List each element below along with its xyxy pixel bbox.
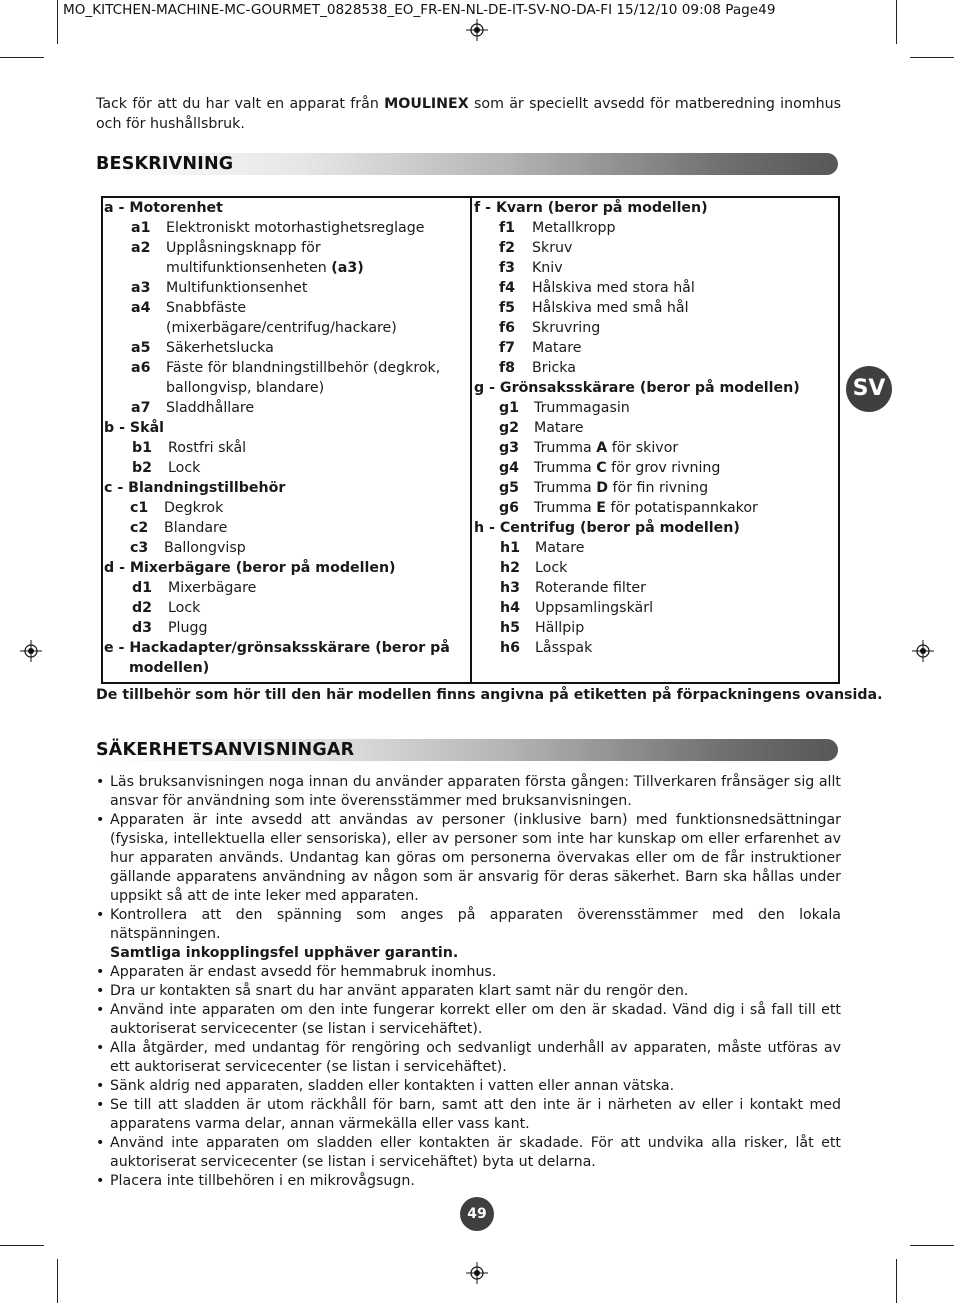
part-text-post: för fin rivning xyxy=(608,480,709,496)
list-item xyxy=(104,538,468,558)
part-code: c1 xyxy=(130,500,149,516)
part-code: f5 xyxy=(499,300,516,316)
accessories-note: De tillbehör som hör till den här modellen finns angivna på etiketten på förpackningens ovansida. xyxy=(96,687,883,703)
part-code: c2 xyxy=(130,520,149,536)
list-item xyxy=(474,538,836,558)
list-item xyxy=(104,598,468,618)
intro-text-after: som är speciellt avsedd för matberedning inomhus och för hushållsbruk. xyxy=(96,96,841,132)
part-text: Säkerhetslucka xyxy=(166,340,274,356)
list-item xyxy=(474,498,836,518)
part-text: Mixerbägare xyxy=(168,580,257,596)
part-text xyxy=(534,458,836,478)
group-title-g: g - Grönsaksskärare (beror på modellen) xyxy=(474,380,800,396)
part-code: a4 xyxy=(131,300,151,316)
crop-mark xyxy=(57,0,58,44)
part-text: Ballongvisp xyxy=(164,540,246,556)
list-item xyxy=(474,458,836,478)
part-text xyxy=(534,498,836,518)
part-text: Plugg xyxy=(168,620,208,636)
list-item xyxy=(104,578,468,598)
list-item xyxy=(104,218,468,238)
part-code: a7 xyxy=(131,400,151,416)
list-item: • Läs bruksanvisningen noga innan du använder apparaten första gången: Tillverkaren frånsäger sig allt ansvar för användning som inte överensstämmer med bruksanvisningen. xyxy=(96,773,841,811)
list-item: • Sänk aldrig ned apparaten, sladden eller kontakten i vatten eller annan vätska. xyxy=(96,1077,841,1096)
list-item xyxy=(96,906,841,963)
registration-mark-icon xyxy=(466,19,488,41)
registration-mark-icon xyxy=(20,640,42,662)
part-code: g3 xyxy=(499,440,520,456)
crop-mark xyxy=(910,57,954,58)
part-text: Skruv xyxy=(532,240,573,256)
crop-mark xyxy=(896,0,897,44)
list-item xyxy=(474,398,836,418)
section-bar-description xyxy=(96,153,838,175)
part-text: Sladdhållare xyxy=(166,400,255,416)
list-item xyxy=(474,358,836,378)
crop-mark xyxy=(0,57,44,58)
part-code: a6 xyxy=(131,360,151,376)
group-title-a: a - Motorenhet xyxy=(104,200,223,216)
part-code: f1 xyxy=(499,220,516,236)
list-item xyxy=(104,358,468,398)
part-text: Matare xyxy=(534,420,584,436)
crop-mark xyxy=(0,1245,44,1246)
list-item xyxy=(474,298,836,318)
parts-description-table xyxy=(101,196,840,684)
group-title-b: b - Skål xyxy=(104,420,165,436)
part-text-post: för skivor xyxy=(607,440,679,456)
list-item xyxy=(104,278,468,298)
part-text: Elektroniskt motorhastighetsreglage xyxy=(166,220,425,236)
part-text: Hålskiva med små hål xyxy=(532,300,689,316)
list-item xyxy=(104,338,468,358)
part-code: a1 xyxy=(131,220,151,236)
part-code: g1 xyxy=(499,400,520,416)
part-text: Degkrok xyxy=(164,500,224,516)
part-code: h3 xyxy=(500,580,520,596)
group-title-h: h - Centrifug (beror på modellen) xyxy=(474,520,740,536)
part-text-pre: Trumma xyxy=(534,480,597,496)
part-code: d3 xyxy=(132,620,153,636)
part-reference: (a3) xyxy=(331,260,364,276)
section-title-safety: SÄKERHETSANVISNINGAR xyxy=(96,740,355,760)
part-code: f4 xyxy=(499,280,516,296)
crop-mark xyxy=(896,1259,897,1303)
part-text-pre: Trumma xyxy=(534,440,597,456)
part-text: Kniv xyxy=(532,260,563,276)
part-text: Låsspak xyxy=(535,640,593,656)
list-item xyxy=(104,518,468,538)
part-code: f8 xyxy=(499,360,516,376)
list-item xyxy=(474,418,836,438)
part-code: h5 xyxy=(500,620,520,636)
warranty-note: Samtliga inkopplingsfel upphäver garantin. xyxy=(110,945,459,961)
brand-name: MOULINEX xyxy=(384,96,469,112)
list-item: • Placera inte tillbehören i en mikrovågsugn. xyxy=(96,1172,841,1191)
list-item xyxy=(104,458,468,478)
part-text-pre: Trumma xyxy=(534,460,597,476)
part-text: Skruvring xyxy=(532,320,601,336)
list-item xyxy=(474,618,836,638)
safety-text: Kontrollera att den spänning som anges på apparaten överensstämmer med den lokala nätspänningen. xyxy=(110,907,841,942)
part-code: h4 xyxy=(500,600,520,616)
list-item xyxy=(474,258,836,278)
list-item xyxy=(104,438,468,458)
drum-letter: A xyxy=(596,440,608,456)
part-text-post: för potatispannkakor xyxy=(605,500,758,516)
part-code: d1 xyxy=(132,580,153,596)
language-tab: SV xyxy=(846,366,892,412)
list-item xyxy=(474,578,836,598)
list-item: • Apparaten är inte avsedd att användas av personer (inklusive barn) med funktionsnedsättningar (fysiska, intellektuella eller sensoriska), eller av personer som inte har kunskap om eller erfarenhet av hur apparaten används. Undantag kan göras om personerna övervakas eller om de får instruktioner gällande apparatens användning av någon som är ansvarig för deras säkerhet. Barn ska hållas under uppsikt så att de inte leker med apparaten. xyxy=(96,811,841,906)
part-text: Lock xyxy=(168,600,201,616)
intro-text-before: Tack för att du har valt en apparat från xyxy=(96,96,385,112)
list-item xyxy=(474,558,836,578)
crop-mark xyxy=(910,1245,954,1246)
part-text: Lock xyxy=(168,460,201,476)
part-text xyxy=(166,238,468,278)
list-item: • Använd inte apparaten om sladden eller kontakten är skadade. För att undvika alla risker, låt ett auktoriserat servicecenter (se listan i servicehäftet) byta ut delarna. xyxy=(96,1134,841,1172)
part-text: Metallkropp xyxy=(532,220,616,236)
part-code: g6 xyxy=(499,500,520,516)
part-text: Matare xyxy=(532,340,582,356)
list-item xyxy=(104,618,468,638)
part-text: Fäste för blandningstillbehör (degkrok, ballongvisp, blandare) xyxy=(166,360,441,396)
drum-letter: C xyxy=(596,460,607,476)
registration-mark-icon xyxy=(466,1262,488,1284)
intro-paragraph xyxy=(96,94,841,134)
drum-letter: D xyxy=(596,480,609,496)
list-item xyxy=(474,638,836,658)
list-item xyxy=(474,238,836,258)
page-number: 49 xyxy=(460,1197,494,1231)
parts-column-right xyxy=(474,198,836,658)
part-text-post: för grov rivning xyxy=(606,460,721,476)
list-item: • Använd inte apparaten om den inte fungerar korrekt eller om den är skadad. Vänd dig i så fall till ett auktoriserat servicecenter (se listan i servicehäftet). xyxy=(96,1001,841,1039)
part-text: Uppsamlingskärl xyxy=(535,600,654,616)
part-code: a5 xyxy=(131,340,151,356)
part-code: f6 xyxy=(499,320,516,336)
part-text xyxy=(534,478,836,498)
part-text: Matare xyxy=(535,540,585,556)
part-code: b1 xyxy=(132,440,153,456)
part-code: g2 xyxy=(499,420,520,436)
safety-list xyxy=(96,773,841,1191)
part-text-pre: Trumma xyxy=(534,500,597,516)
list-item xyxy=(104,298,468,338)
part-text: Blandare xyxy=(164,520,228,536)
part-text: Trummagasin xyxy=(534,400,630,416)
part-text: Hålskiva med stora hål xyxy=(532,280,695,296)
list-item xyxy=(474,338,836,358)
part-text: Lock xyxy=(535,560,568,576)
drum-letter: E xyxy=(596,500,606,516)
part-code: h6 xyxy=(500,640,520,656)
part-text: Hällpip xyxy=(535,620,585,636)
section-title-description: BESKRIVNING xyxy=(96,154,234,174)
list-item xyxy=(474,478,836,498)
list-item: • Dra ur kontakten så snart du har använt apparaten klart samt när du rengör den. xyxy=(96,982,841,1001)
part-code: c3 xyxy=(130,540,149,556)
part-text-main: Upplåsningsknapp för multifunktionsenheten xyxy=(166,240,327,276)
part-code: h2 xyxy=(500,560,520,576)
group-title-f: f - Kvarn (beror på modellen) xyxy=(474,200,708,216)
list-item xyxy=(104,498,468,518)
list-item xyxy=(474,438,836,458)
list-item xyxy=(474,318,836,338)
print-header: MO_KITCHEN-MACHINE-MC-GOURMET_0828538_EO_FR-EN-NL-DE-IT-SV-NO-DA-FI 15/12/10 09:08 Page49 xyxy=(63,2,776,18)
part-text: Multifunktionsenhet xyxy=(166,280,308,296)
column-divider xyxy=(470,198,472,682)
part-code: f2 xyxy=(499,240,516,256)
list-item xyxy=(104,238,468,278)
crop-mark xyxy=(57,1259,58,1303)
part-code: f3 xyxy=(499,260,516,276)
group-title-c: c - Blandningstillbehör xyxy=(104,480,286,496)
part-text: Snabbfäste (mixerbägare/centrifug/hackare) xyxy=(166,300,397,336)
list-item xyxy=(474,218,836,238)
part-code: h1 xyxy=(500,540,520,556)
group-title-e-continued: modellen) xyxy=(129,660,210,676)
list-item xyxy=(104,398,468,418)
list-item: • Alla åtgärder, med undantag för rengöring och sedvanligt underhåll av apparaten, måste utföras av ett auktoriserat servicecenter (se listan i servicehäftet). xyxy=(96,1039,841,1077)
part-code: b2 xyxy=(132,460,153,476)
parts-column-left xyxy=(104,198,468,678)
group-title-d: d - Mixerbägare (beror på modellen) xyxy=(104,560,396,576)
part-code: g5 xyxy=(499,480,520,496)
part-text: Bricka xyxy=(532,360,576,376)
list-item: • Se till att sladden är utom räckhåll för barn, samt att den inte är i närheten av eller i kontakt med apparatens varma delar, annan värmekälla eller vass kant. xyxy=(96,1096,841,1134)
group-title-e: e - Hackadapter/grönsaksskärare (beror på xyxy=(104,640,450,656)
list-item xyxy=(474,278,836,298)
part-code: f7 xyxy=(499,340,516,356)
part-text: Roterande filter xyxy=(535,580,646,596)
part-code: a2 xyxy=(131,240,151,256)
registration-mark-icon xyxy=(912,640,934,662)
section-bar-safety xyxy=(96,739,838,761)
part-code: d2 xyxy=(132,600,153,616)
part-text xyxy=(534,438,836,458)
part-code: a3 xyxy=(131,280,151,296)
part-text: Rostfri skål xyxy=(168,440,247,456)
list-item xyxy=(474,598,836,618)
list-item: • Apparaten är endast avsedd för hemmabruk inomhus. xyxy=(96,963,841,982)
part-code: g4 xyxy=(499,460,520,476)
